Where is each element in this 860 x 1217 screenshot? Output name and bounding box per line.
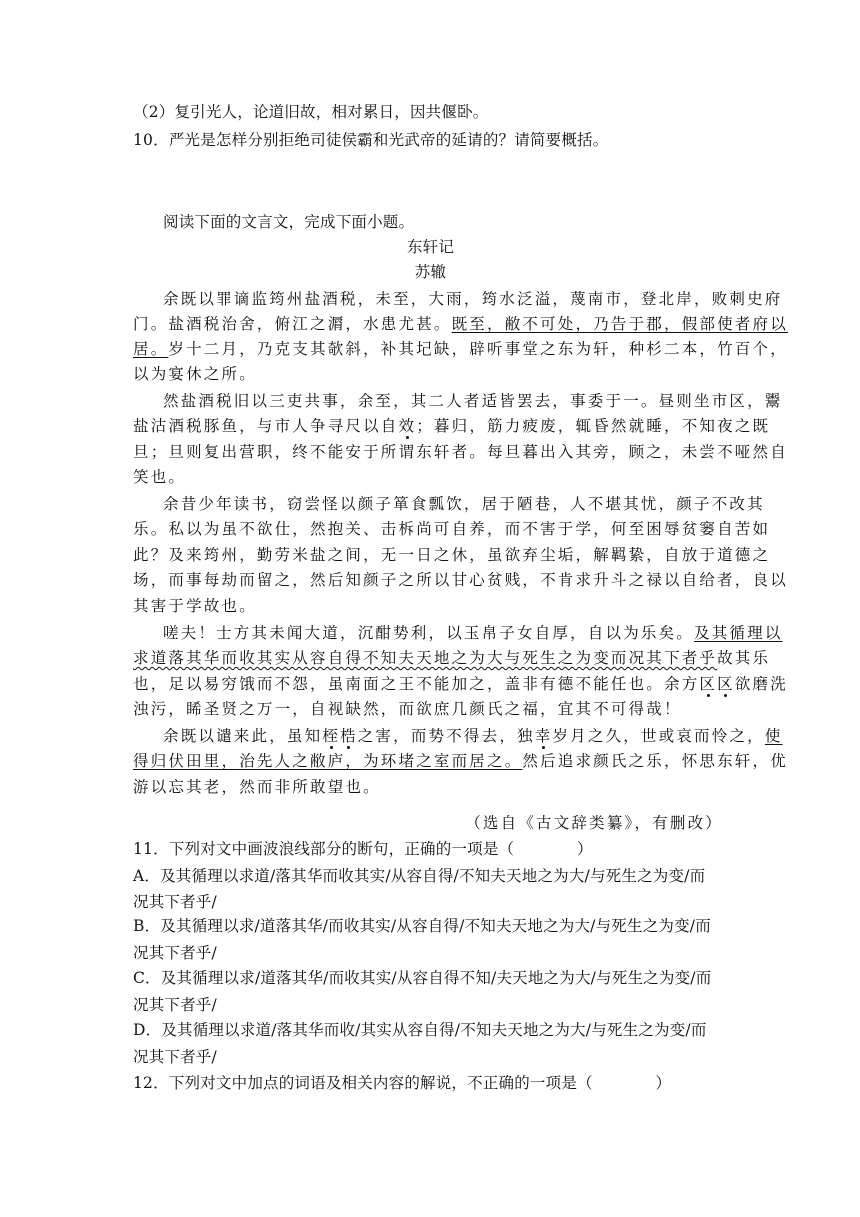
option-d-cont: 况其下者乎/ (133, 1048, 217, 1066)
underlined-sentence: 使 (764, 727, 783, 745)
underlined-sentence: 得归伏田里，治先人之敝庐，为环堵之室而居之。 (133, 752, 523, 770)
q9-item-2: （2）复引光人，论道旧故，相对累日，因共偃卧。 (133, 103, 489, 121)
passage-source: （选自《古文辞类纂》，有删改） (465, 814, 723, 832)
option-d: D．及其循理以求道/落其华而收/其实从容自得/不知夫天地之为大/与死生之为变/而 (133, 1021, 707, 1039)
passage-line: 浊污，睎圣贤之万一，自视缺然，而欲庶几颜氏之福，宜其不可得哉！ (133, 700, 682, 718)
passage-line: 旦；旦则复出营职，终不能安于所谓东轩者。每旦暮出入其旁，顾之，未尝不哑然自 (133, 443, 788, 461)
passage-title: 东轩记 (406, 238, 455, 256)
passage-line: 门。盐酒税治舍，俯江之漘，水患尤甚。既至，敝不可处，乃告于郡，假部使者府以 (133, 315, 788, 333)
passage-line: 其害于学故也。 (133, 597, 257, 615)
question-10: 10．严光是怎样分别拒绝司徒侯霸和光武帝的延请的？请简要概括。 (133, 131, 609, 149)
underlined-sentence: 居。 (133, 340, 169, 358)
dotted-word: 幸 (534, 727, 553, 745)
option-b: B．及其循理以求/道落其华/而收其实/从容自得/不知夫天地之为大/与死生之为变/而 (133, 917, 711, 935)
option-a: A．及其循理以求道/落其华而收其实/从容自得/不知夫天地之为大/与死生之为变/而 (133, 867, 706, 885)
wavy-underlined-text: 求道落其华而收其实从容自得不知夫天地之为大与死生之为变而况其下者乎 (133, 649, 718, 667)
dotted-word: 区 (699, 675, 718, 693)
passage-line: 盐沽酒税豚鱼，与市人争寻尺以自效；暮归，筋力疲废，辄昏然就睡，不知夜之既 (133, 417, 771, 435)
passage-line: 也，足以易穷饿而不怨，虽南面之王不能加之，盖非有德不能任也。余方区区欲磨洗 (133, 675, 788, 693)
passage-line: 余既以罪谪监筠州盐酒税，未至，大雨，筠水泛溢，蔑南市，登北岸，败刺史府 (163, 290, 783, 308)
question-12: 12．下列对文中加点的词语及相关内容的解说，不正确的一项是（ ） (133, 1074, 672, 1092)
dotted-word: 桎 (322, 727, 341, 745)
passage-line: 余既以谴来此，虽知桎梏之害，而势不得去，独幸岁月之久，世或哀而怜之，使 (163, 727, 783, 745)
option-c: C．及其循理以求/道落其华/而收其实/从容自得不知/夫天地之为大/与死生之为变/而 (133, 969, 712, 987)
passage-line: 乐。私以为虽不欲仕，然抱关、击柝尚可自养，而不害于学，何至困辱贫窭自苦如 (133, 520, 771, 538)
passage-author: 苏辙 (414, 263, 447, 281)
option-a-cont: 况其下者乎/ (133, 893, 217, 911)
passage-line: 场，而事每劫而留之，然后知颜子之所以甘心贫贱，不肯求升斗之禄以自给者，良以 (133, 571, 788, 589)
passage-line: 此？及来筠州，勤劳米盐之间，无一日之休，虽欲弃尘垢，解羁絷，自放于道德之 (133, 546, 771, 564)
passage-line: 游以忘其老，然而非所敢望也。 (133, 778, 381, 796)
passage-line: 居。岁十二月，乃克支其欹斜，补其圮缺，辟听事堂之东为轩，种杉二本，竹百个， (133, 340, 788, 358)
dotted-word: 区 (717, 675, 735, 693)
underlined-sentence: 既至，敝不可处，乃告于郡，假部使者府以 (451, 315, 788, 333)
question-11: 11．下列对文中画波浪线部分的断句，正确的一项是（ ） (133, 840, 593, 858)
option-c-cont: 况其下者乎/ (133, 996, 217, 1014)
passage-line: 嗟夫！士方其未闻大道，沉酣势利，以玉帛子女自厚，自以为乐矣。及其循理以 (163, 624, 783, 642)
dotted-word: 效 (398, 417, 417, 435)
passage-line: 笑也。 (133, 468, 187, 486)
passage-line: 得归伏田里，治先人之敝庐，为环堵之室而居之。然后追求颜氏之乐，怀思东轩，优 (133, 752, 788, 770)
passage-line: 余昔少年读书，窃尝怪以颜子箪食瓢饮，居于陋巷，人不堪其忧，颜子不改其 (163, 495, 765, 513)
option-b-cont: 况其下者乎/ (133, 944, 217, 962)
passage-line: 然盐酒税旧以三吏共事，余至，其二人者适皆罢去，事委于一。昼则坐市区，鬻 (163, 392, 783, 410)
passage-line: 以为宴休之所。 (133, 365, 257, 383)
underlined-sentence: 及其循理以 (694, 624, 783, 642)
passage-line: 求道落其华而收其实从容自得不知夫天地之为大与死生之为变而况其下者乎故其乐 (133, 649, 771, 667)
dotted-word: 梏 (340, 727, 358, 745)
passage-instruction: 阅读下面的文言文，完成下面小题。 (163, 213, 415, 231)
